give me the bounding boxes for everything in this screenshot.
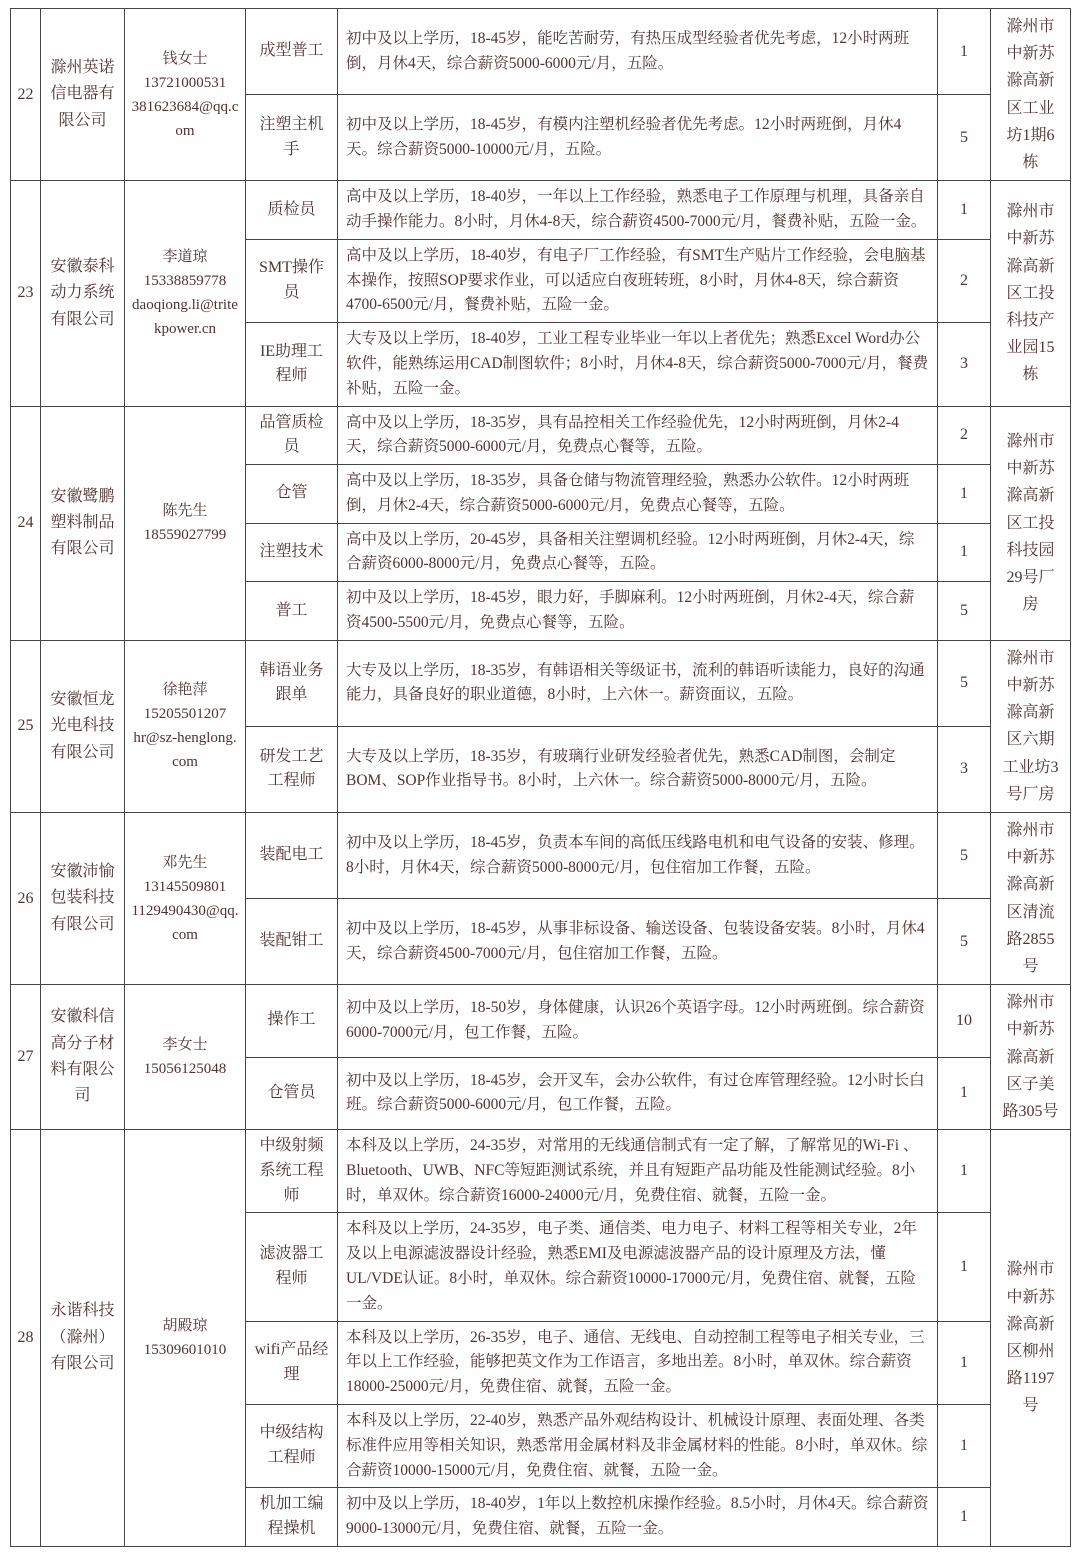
contact-line: 15309601010 [143,1342,227,1359]
job-desc-cell: 高中及以上学历，20-45岁，具备相关注塑调机经验。12小时两班倒，月休2-4天，综合薪资6000-8000元/月，免费点心餐等，五险。 [338,523,938,582]
headcount-cell: 2 [938,406,991,465]
job-desc-cell: 本科及以上学历，24-35岁，电子类、通信类、电力电子、材料工程等相关专业，2年及以上电源滤波器设计经验，熟悉EMI及电源滤波器产品的设计原理及方法，懂UL/VDE认证。8小时，单双休。综合薪资10000-17000元/月，免费住宿、就餐，五险一金。 [338,1213,938,1321]
contact-line: 李道琼 [162,249,208,266]
headcount-cell: 1 [938,1488,991,1547]
job-desc-cell: 高中及以上学历，18-35岁，具有品控相关工作经验优先，12小时两班倒，月休2-4天，综合薪资5000-6000元/月，免费点心餐等，五险。 [338,406,938,465]
location-cell: 滁州市中新苏滁高新区子美路305号 [991,985,1071,1130]
job-desc-cell: 高中及以上学历，18-40岁，一年以上工作经验，熟悉电子工作原理与机理，具备亲自动手操作能力。8小时，月休4-8天，综合薪资4500-7000元/月，餐费补贴，五险一金。 [338,181,938,240]
job-title-cell: 韩语业务跟单 [246,640,338,726]
contact-line: 邓先生 [162,854,208,871]
location-cell: 滁州市中新苏滁高新区工投科技产业园15栋 [991,181,1071,406]
job-title-cell: 装配电工 [246,813,338,899]
contact-cell [125,406,246,640]
headcount-cell: 10 [938,985,991,1057]
headcount-cell: 5 [938,813,991,899]
row-number-cell: 28 [11,1130,41,1547]
job-desc-cell: 初中及以上学历，18-45岁，会开叉车，会办公软件，有过仓库管理经验。12小时长白班。综合薪资5000-6000元/月，包工作餐，五险。 [338,1057,938,1129]
job-title-cell: 操作工 [246,985,338,1057]
location-cell: 滁州市中新苏滁高新区工业坊1期6栋 [991,9,1071,181]
job-desc-cell: 初中及以上学历，18-45岁，从事非标设备、输送设备、包装设备安装。8小时，月休4天，综合薪资4500-7000元/月，包住宿加工作餐，五险。 [338,899,938,985]
headcount-cell: 3 [938,323,991,406]
job-title-cell: 机加工编程操机 [246,1488,338,1547]
company-cell: 安徽鹭鹏塑料制品有限公司 [41,406,125,640]
job-title-cell: 仓管 [246,465,338,524]
job-title-cell: 仓管员 [246,1057,338,1129]
location-cell: 滁州市中新苏滁高新区工投科技园29号厂房 [991,406,1071,640]
row-number-cell: 27 [11,985,41,1130]
table-row [11,9,1071,95]
contact-line: 15205501207 [143,706,227,723]
job-title-cell: 注塑主机手 [246,95,338,181]
contact-line: 1129490430@qq.com [131,902,239,943]
company-cell: 安徽泰科动力系统有限公司 [41,181,125,406]
table-row [11,985,1071,1057]
company-cell: 安徽沛愉包装科技有限公司 [41,813,125,985]
headcount-cell: 1 [938,1405,991,1488]
headcount-cell: 1 [938,1321,991,1404]
job-title-cell: 成型普工 [246,9,338,95]
contact-cell [125,181,246,406]
headcount-cell: 1 [938,1057,991,1129]
company-cell: 永谐科技（滁州）有限公司 [41,1130,125,1547]
job-rows [11,9,1071,1547]
contact-line: 陈先生 [162,503,208,520]
contact-line: 13145509801 [143,878,227,895]
contact-cell [125,1130,246,1547]
contact-cell [125,9,246,181]
job-title-cell: 中级射频系统工程师 [246,1130,338,1213]
location-cell: 滁州市中新苏滁高新区清流路2855号 [991,813,1071,985]
job-title-cell: SMT操作员 [246,239,338,322]
headcount-cell: 5 [938,582,991,641]
contact-cell [125,813,246,985]
job-desc-cell: 初中及以上学历，18-50岁，身体健康，认识26个英语字母。12小时两班倒。综合薪资6000-7000元/月，包工作餐，五险。 [338,985,938,1057]
headcount-cell: 1 [938,181,991,240]
headcount-cell: 5 [938,640,991,726]
table-row [11,181,1071,240]
job-desc-cell: 大专及以上学历，18-35岁，有玻璃行业研发经验者优先，熟悉CAD制图，会制定BOM、SOP作业指导书。8小时，上六休一。综合薪资5000-8000元/月，五险。 [338,726,938,812]
job-title-cell: 滤波器工程师 [246,1213,338,1321]
contact-line: 李女士 [162,1037,208,1054]
job-desc-cell: 本科及以上学历，26-35岁，电子、通信、无线电、自动控制工程等电子相关专业，三年以上工作经验，能够把英文作为工作语言，多地出差。8小时，单双休。综合薪资18000-25000元/月，免费住宿、就餐，五险一金。 [338,1321,938,1404]
contact-cell [125,985,246,1130]
location-cell: 滁州市中新苏滁高新区六期工业坊3号厂房 [991,640,1071,812]
job-desc-cell: 初中及以上学历，18-45岁，有模内注塑机经验者优先考虑。12小时两班倒，月休4天。综合薪资5000-10000元/月，五险。 [338,95,938,181]
job-desc-cell: 本科及以上学历，24-35岁，对常用的无线通信制式有一定了解，了解常见的Wi-Fi 、Bluetooth、UWB、NFC等短距测试系统，并且有短距产品功能及性能测试经验。8小时，单双休。综合薪资16000-24000元/月，免费住宿、就餐，五险一金。 [338,1130,938,1213]
headcount-cell: 1 [938,465,991,524]
contact-line: 13721000531 [143,74,227,91]
row-number-cell: 22 [11,9,41,181]
job-desc-cell: 大专及以上学历，18-35岁，有韩语相关等级证书，流利的韩语听读能力，良好的沟通能力，具备良好的职业道德，8小时，上六休一。薪资面议，五险。 [338,640,938,726]
row-number-cell: 25 [11,640,41,812]
job-title-cell: 研发工艺工程师 [246,726,338,812]
contact-line: 381623684@qq.com [131,98,239,139]
job-title-cell: IE助理工程师 [246,323,338,406]
contact-line: daoqiong.li@tritekpower.cn [132,297,238,338]
contact-line: hr@sz-henglong.com [133,730,237,771]
job-title-cell: 中级结构工程师 [246,1405,338,1488]
headcount-cell: 1 [938,1130,991,1213]
headcount-cell: 2 [938,239,991,322]
contact-line: 徐艳萍 [162,682,208,699]
company-cell: 安徽科信高分子材料有限公司 [41,985,125,1130]
contact-line: 钱女士 [162,50,208,67]
company-cell: 安徽恒龙光电科技有限公司 [41,640,125,812]
job-desc-cell: 初中及以上学历，18-45岁，负责本车间的高低压线路电机和电气设备的安装、修理。8小时，月休4天，综合薪资5000-8000元/月，包住宿加工作餐，五险。 [338,813,938,899]
job-desc-cell: 大专及以上学历，18-40岁，工业工程专业毕业一年以上者优先；熟悉Excel Word办公软件，能熟练运用CAD制图软件；8小时，月休4-8天，综合薪资5000-7000元/月，餐费补贴，五险一金。 [338,323,938,406]
job-desc-cell: 初中及以上学历，18-45岁，能吃苦耐劳，有热压成型经验者优先考虑，12小时两班倒，月休4天，综合薪资5000-6000元/月，五险。 [338,9,938,95]
location-cell: 滁州市中新苏滁高新区柳州路1197号 [991,1130,1071,1547]
contact-cell [125,640,246,812]
job-desc-cell: 初中及以上学历，18-40岁，1年以上数控机床操作经验。8.5小时，月休4天。综合薪资9000-13000元/月，免费住宿、就餐，五险一金。 [338,1488,938,1547]
headcount-cell: 3 [938,726,991,812]
row-number-cell: 26 [11,813,41,985]
contact-line: 15338859778 [143,273,227,290]
table-row [11,813,1071,899]
contact-line: 15056125048 [143,1061,227,1078]
company-cell: 滁州英诺信电器有限公司 [41,9,125,181]
contact-line: 18559027799 [143,527,227,544]
job-title-cell: wifi产品经理 [246,1321,338,1404]
headcount-cell: 1 [938,1213,991,1321]
job-title-cell: 质检员 [246,181,338,240]
headcount-cell: 1 [938,9,991,95]
table-row [11,406,1071,465]
headcount-cell: 1 [938,523,991,582]
job-desc-cell: 高中及以上学历，18-40岁，有电子厂工作经验，有SMT生产贴片工作经验，会电脑基本操作，按照SOP要求作业，可以适应白夜班转班，8小时，月休4-8天，综合薪资4700-6500元/月，餐费补贴，五险一金。 [338,239,938,322]
row-number-cell: 24 [11,406,41,640]
job-desc-cell: 高中及以上学历，18-35岁，具备仓储与物流管理经验，熟悉办公软件。12小时两班倒，月休2-4天，综合薪资5000-6000元/月，免费点心餐等，五险。 [338,465,938,524]
job-desc-cell: 初中及以上学历，18-45岁，眼力好，手脚麻利。12小时两班倒，月休2-4天，综合薪资4500-5500元/月，免费点心餐等，五险。 [338,582,938,641]
recruitment-table [10,8,1071,1547]
job-desc-cell: 本科及以上学历，22-40岁，熟悉产品外观结构设计、机械设计原理、表面处理、各类标准件应用等相关知识，熟悉常用金属材料及非金属材料的性能。8小时，单双休。综合薪资10000-15000元/月，免费住宿、就餐，五险一金。 [338,1405,938,1488]
job-title-cell: 装配钳工 [246,899,338,985]
headcount-cell: 5 [938,899,991,985]
headcount-cell: 5 [938,95,991,181]
row-number-cell: 23 [11,181,41,406]
table-row [11,1130,1071,1213]
job-title-cell: 注塑技术 [246,523,338,582]
job-title-cell: 普工 [246,582,338,641]
table-row [11,640,1071,726]
job-title-cell: 品管质检员 [246,406,338,465]
contact-line: 胡殿琼 [162,1318,208,1335]
